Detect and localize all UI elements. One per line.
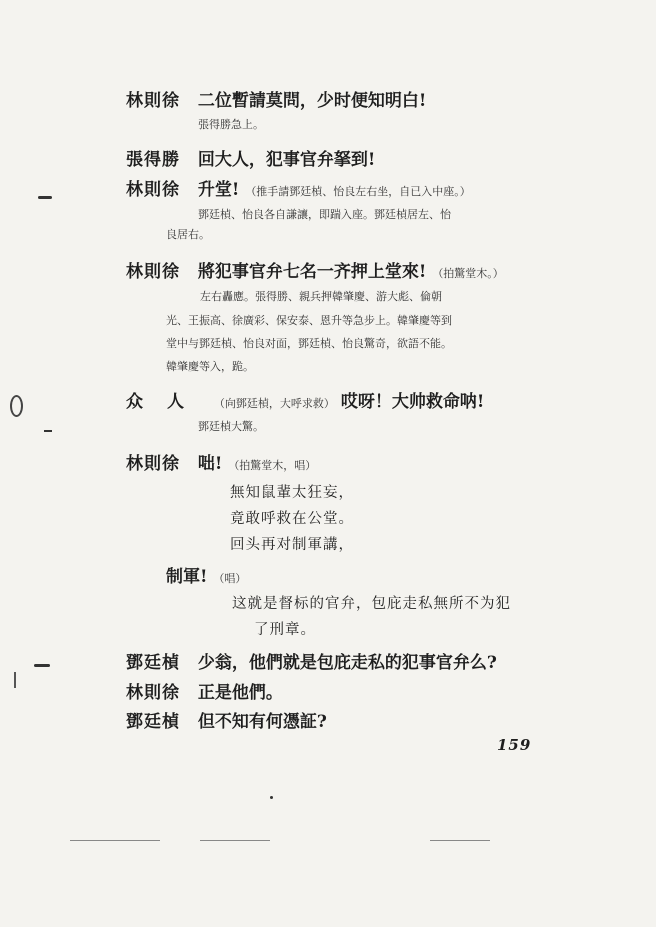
speaker-name: 鄧廷楨 [126,653,180,673]
stage-direction: 張得勝急上。 [198,118,264,131]
song-line: 这就是督标的官弁，包庇走私無所不为犯 [232,596,511,612]
speaker-name: 林則徐 [126,454,180,474]
dialogue-line [126,678,283,703]
speaker-name: 鄧廷楨 [126,712,180,732]
speaker-name: 林則徐 [126,262,180,282]
song-line: 回头再对制軍講， [230,537,354,553]
scan-speck [14,672,24,688]
speaker-name: 林則徐 [126,91,180,111]
dialogue-text: 二位暫請莫問，少时便知明白! [197,91,427,111]
dialogue-line [126,707,327,732]
dialogue-text: 回大人，犯事官弁拏到! [197,150,376,170]
dialogue-line [126,648,497,673]
inline-stage-direction: （推手請鄧廷楨、怡良左右坐，自已入中座。） [245,185,471,198]
dialogue-text: 少翁，他們就是包庇走私的犯事官弁么? [197,653,497,673]
page-number: 159 [497,736,532,754]
song-line: 無知鼠輩太狂妄， [230,485,354,501]
song-line: 了刑章。 [254,622,316,638]
speaker-name: 众人 [126,392,208,412]
scan-speck [200,840,270,841]
dialogue-text: 制軍! [166,567,208,587]
dialogue-line [126,387,484,412]
dialogue-line [126,86,426,111]
speaker-name: 張得勝 [126,150,180,170]
stage-direction: 光、王振高、徐廣彩、保安泰、恩升等急步上。韓肇慶等到 [166,314,452,327]
dialogue-line [166,562,246,587]
inline-stage-direction: （拍驚堂木。） [432,267,504,280]
stage-direction: 鄧廷楨大驚。 [198,420,264,433]
dialogue-text: 正是他們。 [197,683,283,703]
scan-speck [430,840,490,841]
scan-speck [270,796,273,799]
speaker-name: 林則徐 [126,180,180,200]
stage-direction: 鄧廷楨、怡良各自謙讓，即踹入座。鄧廷楨居左、怡 [198,208,451,221]
inline-stage-direction: （向鄧廷楨，大呼求救） [213,397,335,410]
stage-direction: 良居右。 [166,228,210,241]
stage-direction: 左右轟應。張得勝、親兵押韓肇慶、游大彪、倫朝 [200,290,442,303]
dialogue-text: 將犯事官弁七名一齐押上堂來! [197,262,427,282]
speaker-name: 林則徐 [126,683,180,703]
scan-speck [38,196,52,199]
scan-speck [70,840,160,841]
stage-direction: 堂中与鄧廷楨、怡良对面，鄧廷楨、怡良驚奇，欲語不能。 [166,337,452,350]
dialogue-text: 但不知有何憑証? [197,712,327,732]
scan-speck [44,430,52,432]
dialogue-text: 升堂! [197,180,240,200]
song-line: 竟敢呼救在公堂。 [230,511,354,527]
inline-stage-direction: （唱） [213,572,247,585]
dialogue-line [126,175,471,200]
dialogue-text: 哎呀！大帅救命呐! [340,392,485,412]
scan-speck [34,664,50,667]
dialogue-text: 咄! [197,454,223,474]
inline-stage-direction: （拍驚堂木，唱） [228,459,317,472]
scan-speck [10,395,23,417]
dialogue-line [126,257,504,282]
stage-direction: 韓肇慶等入，跪。 [166,360,254,373]
dialogue-line [126,145,375,170]
dialogue-line [126,449,316,474]
